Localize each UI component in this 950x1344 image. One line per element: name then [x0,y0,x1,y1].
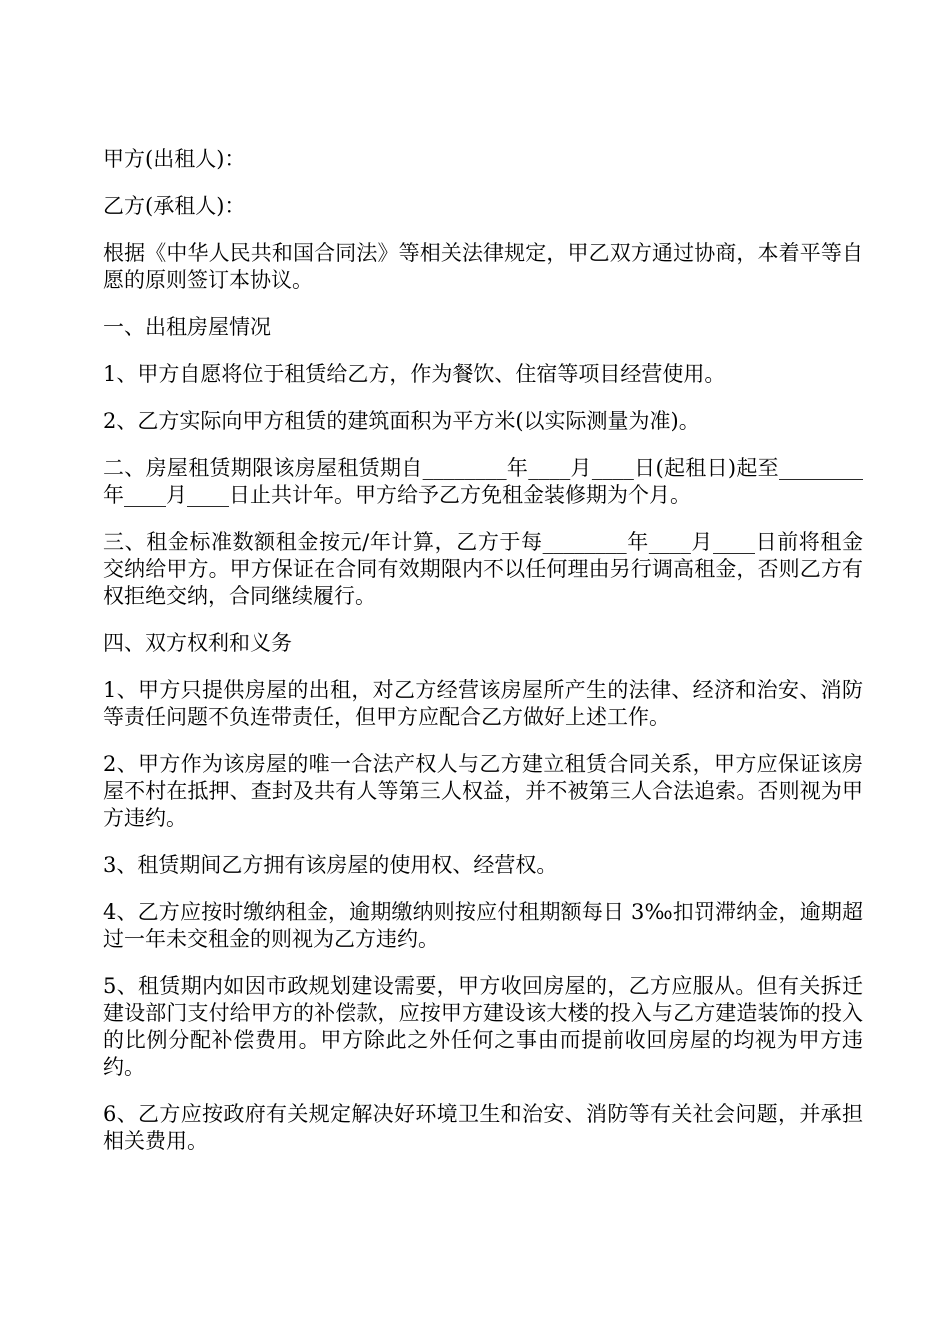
clause-4-6: 6、乙方应按政府有关规定解决好环境卫生和治安、消防等有关社会问题，并承担相关费用。 [103,1102,863,1153]
clause-1-2: 2、乙方实际向甲方租赁的建筑面积为平方米(以实际测量为准)。 [103,409,700,433]
section-heading-rights-obligations: 四、双方权利和义务 [103,631,292,655]
clause-4-3: 3、租赁期间乙方拥有该房屋的使用权、经营权。 [103,853,558,877]
party-a-line: 甲方(出租人)： [103,147,246,171]
section-heading-rental-property: 一、出租房屋情况 [103,315,271,339]
clause-4-2: 2、甲方作为该房屋的唯一合法产权人与乙方建立租赁合同关系，甲方应保证该房屋不村在抵押、查封及共有人等第三人权益，并不被第三人合法追索。否则视为甲方违约。 [103,752,863,830]
clause-4-4: 4、乙方应按时缴纳租金，逾期缴纳则按应付租期额每日 3‰扣罚滞纳金，逾期超过一年未交租金的则视为乙方违约。 [103,900,863,951]
clause-4-5: 5、租赁期内如因市政规划建设需要，甲方收回房屋的，乙方应服从。但有关拆迁建设部门支付给甲方的补偿款，应按甲方建设该大楼的投入与乙方建造装饰的投入的比例分配补偿费用。甲方除此之外任何之事由而提前收回房屋的均视为甲方违约。 [103,974,863,1079]
section-rent-standard: 三、租金标准数额租金按元/年计算，乙方于每________年____月____日前将租金交纳给甲方。甲方保证在合同有效期限内不以任何理由另行调高租金，否则乙方有权拒绝交纳，合同继续履行。 [103,530,863,608]
document-page [103,146,863,1175]
clause-1-1: 1、甲方自愿将位于租赁给乙方，作为餐饮、住宿等项目经营使用。 [103,362,726,386]
party-b-line: 乙方(承租人)： [103,194,246,218]
clause-4-1: 1、甲方只提供房屋的出租，对乙方经营该房屋所产生的法律、经济和治安、消防等责任问题不负连带责任，但甲方应配合乙方做好上述工作。 [103,678,863,729]
section-lease-term: 二、房屋租赁期限该房屋租赁期自________年____月____日(起租日)起至________年____月____日止共计年。甲方给予乙方免租金装修期为个月。 [103,456,863,507]
preamble-paragraph: 根据《中华人民共和国合同法》等相关法律规定，甲乙双方通过协商，本着平等自愿的原则签订本协议。 [103,241,863,292]
